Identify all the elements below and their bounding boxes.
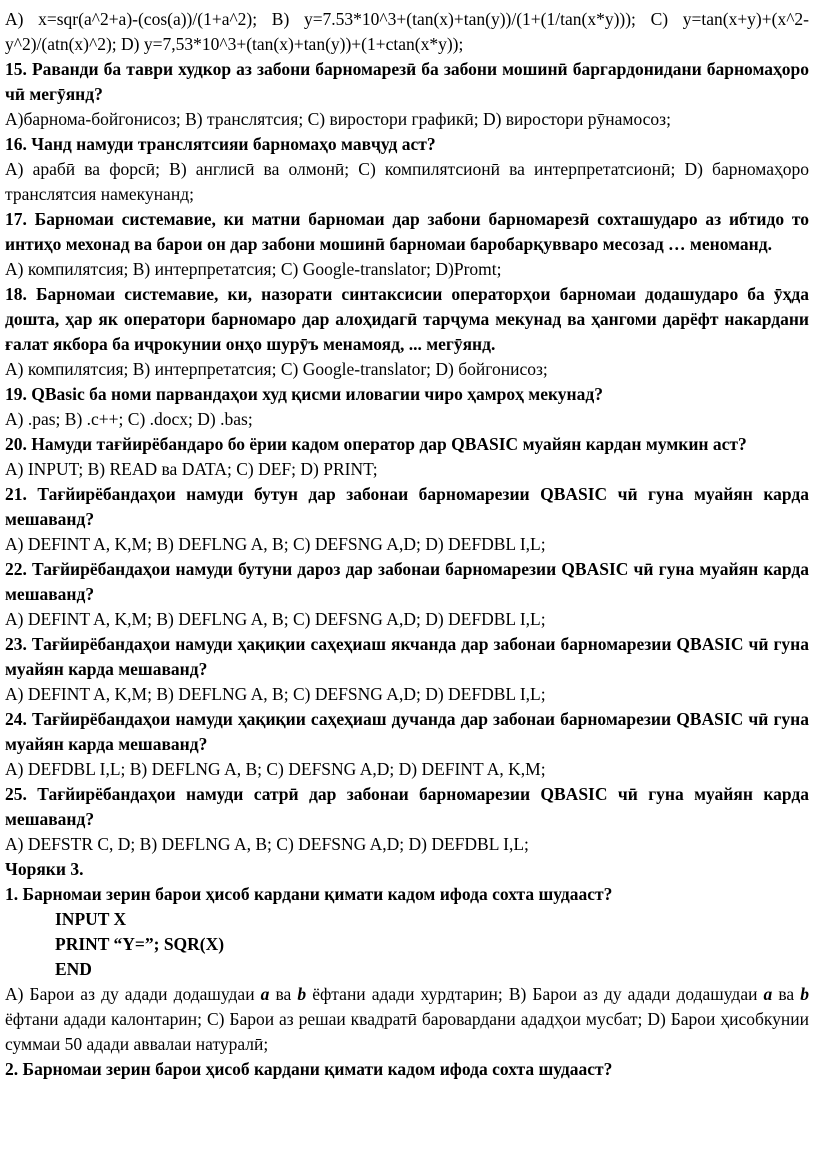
answers-15: А)барнома-бойгонисоз; B) транслятсия; C) виростори графикӣ; D) виростори рӯнамосоз; [5, 109, 671, 129]
question-16: 16. Чанд намуди транслятсияи барномаҳо мавҷуд аст? [5, 134, 436, 154]
variable-b: b [297, 984, 307, 1004]
answers-q3-1-seg: ва [269, 984, 298, 1004]
question-25: 25. Тағйирёбандаҳои намуди сатрӣ дар забонаи барномарезии QBASIC чӣ гуна муайян карда мешаванд? [5, 784, 809, 829]
answers-q3-1-seg: ёфтани адади калонтарин; C) Барои аз решаи квадратӣ баровардани ададҳои мусбат; D) Барои ҳисобкунии суммаи 50 адади аввалаи натуралӣ; [5, 1009, 809, 1054]
answers-q3-1-seg: А) Барои аз ду адади додашудаи [5, 984, 261, 1004]
question-15: 15. Раванди ба таври худкор аз забони барномарезӣ ба забони мошинӣ баргардонидани барномаҳоро чӣ мегӯянд? [5, 59, 809, 104]
variable-a: a [260, 984, 270, 1004]
answers-20: A) INPUT; B) READ ва DATA; C) DEF; D) PRINT; [5, 459, 378, 479]
answers-q3-1 [5, 982, 809, 1057]
answers-16: А) арабӣ ва форсӣ; B) англисӣ ва олмонӣ; C) компилятсионӣ ва интерпретатсионӣ; D) барномаҳоро транслятсия намекунанд; [5, 159, 809, 204]
answers-25: A) DEFSTR C, D; B) DEFLNG A, B; C) DEFSNG A,D; D) DEFDBL I,L; [5, 834, 529, 854]
code-line-input-x: INPUT X [55, 909, 127, 929]
question-q3-1: 1. Барномаи зерин барои ҳисоб кардани қимати кадом ифода сохта шудааст? [5, 884, 613, 904]
question-18: 18. Барномаи системавие, ки, назорати синтаксисии операторҳои барномаи додашударо ба ӯҳда дошта, ҳар як оператори барномаро дар алоҳидагӣ тарҷума мекунад ва ҳангоми дарёфт накардани ғалат якбора ба иҷрокунии онҳо шурӯъ менамояд, ... мегӯянд. [5, 284, 809, 354]
variable-b: b [800, 984, 809, 1004]
variable-a: a [763, 984, 773, 1004]
section-title-choryaki-3: Чоряки 3. [5, 859, 84, 879]
code-line-print: PRINT “Y=”; SQR(X) [55, 934, 225, 954]
answers-18: А) компилятсия; B) интерпретатсия; C) Google-translator; D) бойгонисоз; [5, 359, 548, 379]
question-q3-2: 2. Барномаи зерин барои ҳисоб кардани қимати кадом ифода сохта шудааст? [5, 1059, 613, 1079]
answers-q3-1-seg: ёфтани адади хурдтарин; B) Барои аз ду адади додашудаи [306, 984, 764, 1004]
answers-q3-1-seg: ва [772, 984, 801, 1004]
question-23: 23. Тағйирёбандаҳои намуди ҳақиқии саҳеҳиаш якчанда дар забонаи барномарезии QBASIC чӣ гуна муайян карда мешаванд? [5, 634, 809, 679]
question-20: 20. Намуди тағйирёбандаро бо ёрии кадом оператор дар QBASIC муайян кардан мумкин аст? [5, 434, 747, 454]
question-22: 22. Тағйирёбандаҳои намуди бутуни дароз дар забонаи барномарезии QBASIC чӣ гуна муайян карда мешаванд? [5, 559, 809, 604]
question-17: 17. Барномаи системавие, ки матни барномаи дар забони барномарезӣ сохташударо аз ибтидо то интиҳо мехонад ва барои он дар забони мошинӣ барномаи баробарқувваро месозад … меноманд. [5, 209, 809, 254]
answers-24: A) DEFDBL I,L; B) DEFLNG A, B; C) DEFSNG A,D; D) DEFINT A, K,M; [5, 759, 546, 779]
answers-19: А) .pas; B) .c++; C) .docx; D) .bas; [5, 409, 253, 429]
question-19: 19. QBasic ба номи парвандаҳои худ қисми иловагии чиро ҳамроҳ мекунад? [5, 384, 603, 404]
answers-21: A) DEFINT A, K,M; B) DEFLNG A, B; C) DEFSNG A,D; D) DEFDBL I,L; [5, 534, 546, 554]
answers-22: A) DEFINT A, K,M; B) DEFLNG A, B; C) DEFSNG A,D; D) DEFDBL I,L; [5, 609, 546, 629]
answers-17: А) компилятсия; B) интерпретатсия; C) Google-translator; D)Promt; [5, 259, 502, 279]
answers-23: A) DEFINT A, K,M; B) DEFLNG A, B; C) DEFSNG A,D; D) DEFDBL I,L; [5, 684, 546, 704]
question-24: 24. Тағйирёбандаҳои намуди ҳақиқии саҳеҳиаш дучанда дар забонаи барномарезии QBASIC чӣ гуна муайян карда мешаванд? [5, 709, 809, 754]
question-21: 21. Тағйирёбандаҳои намуди бутун дар забонаи барномарезии QBASIC чӣ гуна муайян карда мешаванд? [5, 484, 809, 529]
formula-options-line: A) x=sqr(a^2+a)-(cos(a))/(1+a^2); B) y=7.53*10^3+(tan(x)+tan(y))/(1+(1/tan(x*y))); C) y=tan(x+y)+(x^2-y^2)/(atn(x)^2); D) y=7,53*10^3+(tan(x)+tan(y))+(1+ctan(x*y)); [5, 9, 809, 54]
code-line-end: END [55, 959, 92, 979]
